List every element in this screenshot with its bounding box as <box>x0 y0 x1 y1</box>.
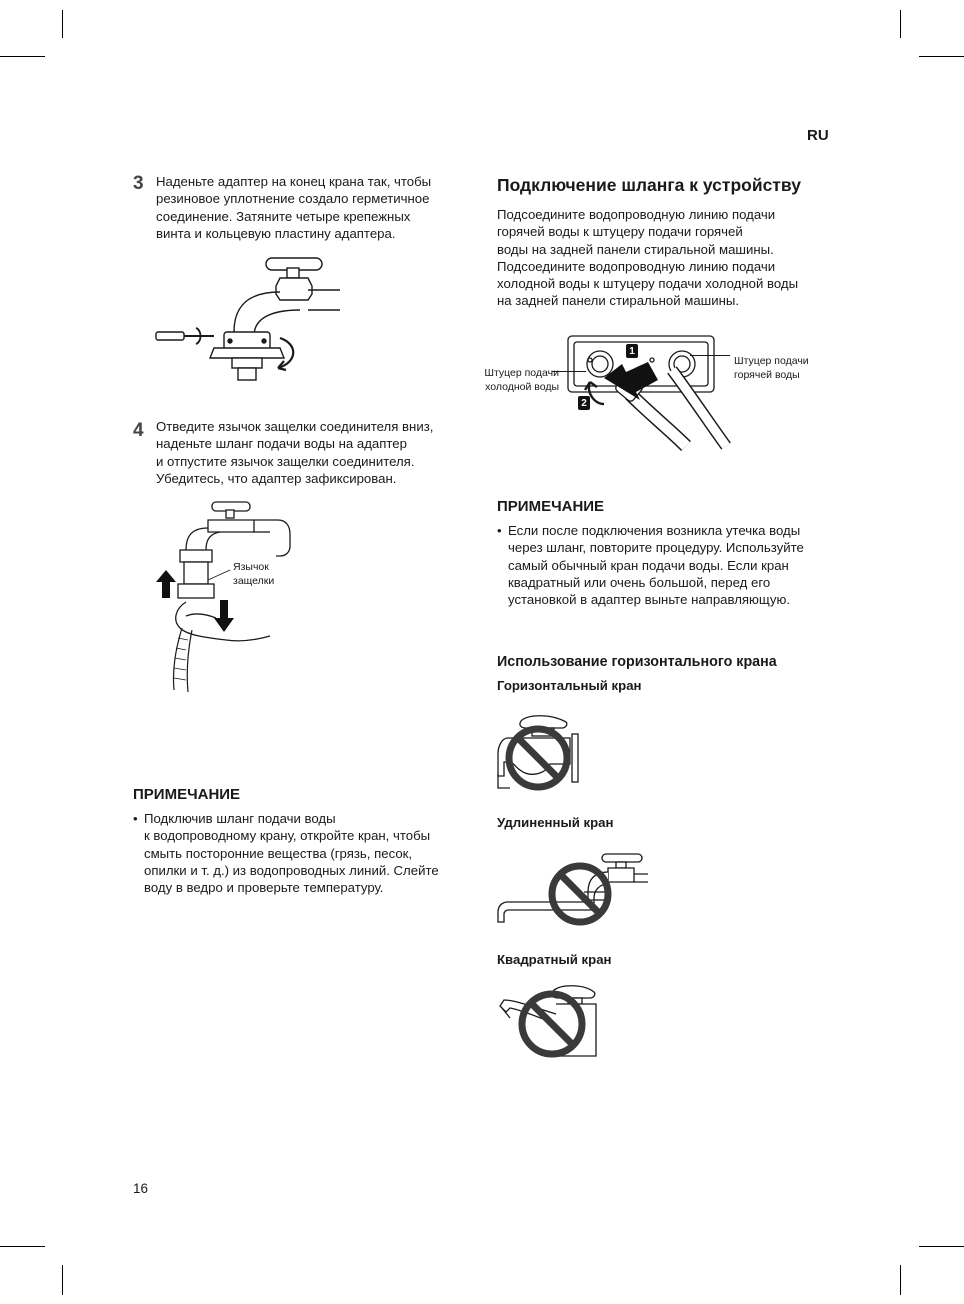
hot-inlet-label <box>734 354 809 382</box>
bullet-icon: • <box>497 523 502 538</box>
text-line: воду в ведро и проверьте температуру. <box>144 880 384 896</box>
square-tap-prohibited-icon <box>496 984 604 1060</box>
text-line: самый обычный кран подачи воды. Если кран <box>508 557 789 573</box>
language-code: RU <box>807 127 829 144</box>
section-title: Подключение шланга к устройству <box>497 175 801 195</box>
marker-1: 1 <box>629 346 635 357</box>
text-line: соединение. Затяните четыре крепежных <box>156 208 411 224</box>
text-line: резиновое уплотнение создало герметичное <box>156 191 430 207</box>
text-line: Убедитесь, что адаптер зафиксирован. <box>156 470 397 486</box>
horizontal-tap-subtitle: Горизонтальный кран <box>497 678 642 693</box>
down-arrow-icon <box>214 600 234 632</box>
step3-text <box>156 173 431 242</box>
label-line: защелки <box>233 575 275 587</box>
extended-tap-prohibited-icon <box>494 852 652 926</box>
horizontal-tap-prohibited-icon <box>494 714 586 794</box>
cold-inlet-label <box>483 366 559 394</box>
label-line: горячей воды <box>734 369 800 381</box>
latch-label <box>233 560 274 588</box>
square-tap-label: Квадратный кран <box>497 952 612 967</box>
text-line: Наденьте адаптер на конец крана так, чтобы <box>156 174 432 189</box>
note-title: ПРИМЕЧАНИЕ <box>497 498 605 515</box>
text-line: Отведите язычок защелки соединителя вниз, <box>156 419 434 434</box>
label-line: холодной воды <box>485 381 559 393</box>
up-arrow-icon <box>156 570 176 598</box>
crop-mark <box>62 10 63 38</box>
crop-mark <box>919 56 964 57</box>
label-line: Штуцер подачи <box>734 355 809 367</box>
text-line: Подсоедините водопроводную линию подачи <box>497 258 776 274</box>
leader-line <box>690 355 730 356</box>
crop-mark <box>62 1265 63 1295</box>
text-line: смыть посторонние вещества (грязь, песок, <box>144 845 413 861</box>
text-line: холодной воды к штуцеру подачи холодной воды <box>497 276 799 292</box>
label-line: Язычок <box>233 561 269 573</box>
text-line: наденьте шланг подачи воды на адаптер <box>156 436 407 452</box>
crop-mark <box>900 10 901 38</box>
text-line: к водопроводному крану, откройте кран, чтобы <box>144 828 431 844</box>
text-line: квадратный или очень большой, перед его <box>508 574 771 590</box>
marker-2: 2 <box>581 398 587 409</box>
step-number: 4 <box>133 420 144 441</box>
horizontal-tap-title: Использование горизонтального крана <box>497 654 777 670</box>
text-line: через шланг, повторите процедуру. Используйте <box>508 540 804 556</box>
note-bullet <box>133 810 473 896</box>
page-number: 16 <box>133 1181 149 1196</box>
crop-mark <box>919 1246 964 1247</box>
tap-adapter-illustration <box>150 252 350 387</box>
text-line: Подключив шланг подачи воды <box>144 811 336 826</box>
intro-text <box>497 206 798 310</box>
text-line: на задней панели стиральной машины. <box>497 293 740 309</box>
text-line: Подсоедините водопроводную линию подачи <box>497 207 776 222</box>
label-line: Штуцер подачи <box>484 367 559 379</box>
text-line: опилки и т. д.) из водопроводных линий. Слейте <box>144 862 439 878</box>
extended-tap-label: Удлиненный кран <box>497 815 614 830</box>
text-line: и отпустите язычок защелки соединителя. <box>156 453 415 469</box>
bullet-icon: • <box>133 811 138 826</box>
note-bullet <box>497 522 842 608</box>
crop-mark <box>0 56 45 57</box>
text-line: установкой в адаптер выньте направляющую. <box>508 592 791 608</box>
step4-text <box>156 418 433 487</box>
crop-mark <box>900 1265 901 1295</box>
text-line: Если после подключения возникла утечка воды <box>508 523 801 538</box>
crop-mark <box>0 1246 45 1247</box>
note-title: ПРИМЕЧАНИЕ <box>133 786 241 803</box>
step-number: 3 <box>133 173 144 194</box>
text-line: винта и кольцевую пластину адаптера. <box>156 225 396 241</box>
hose-latch-illustration <box>150 498 290 693</box>
text-line: воды на задней панели стиральной машины. <box>497 241 774 257</box>
inlet-connection-diagram <box>560 334 720 449</box>
text-line: горячей воды к штуцеру подачи горячей <box>497 224 743 240</box>
